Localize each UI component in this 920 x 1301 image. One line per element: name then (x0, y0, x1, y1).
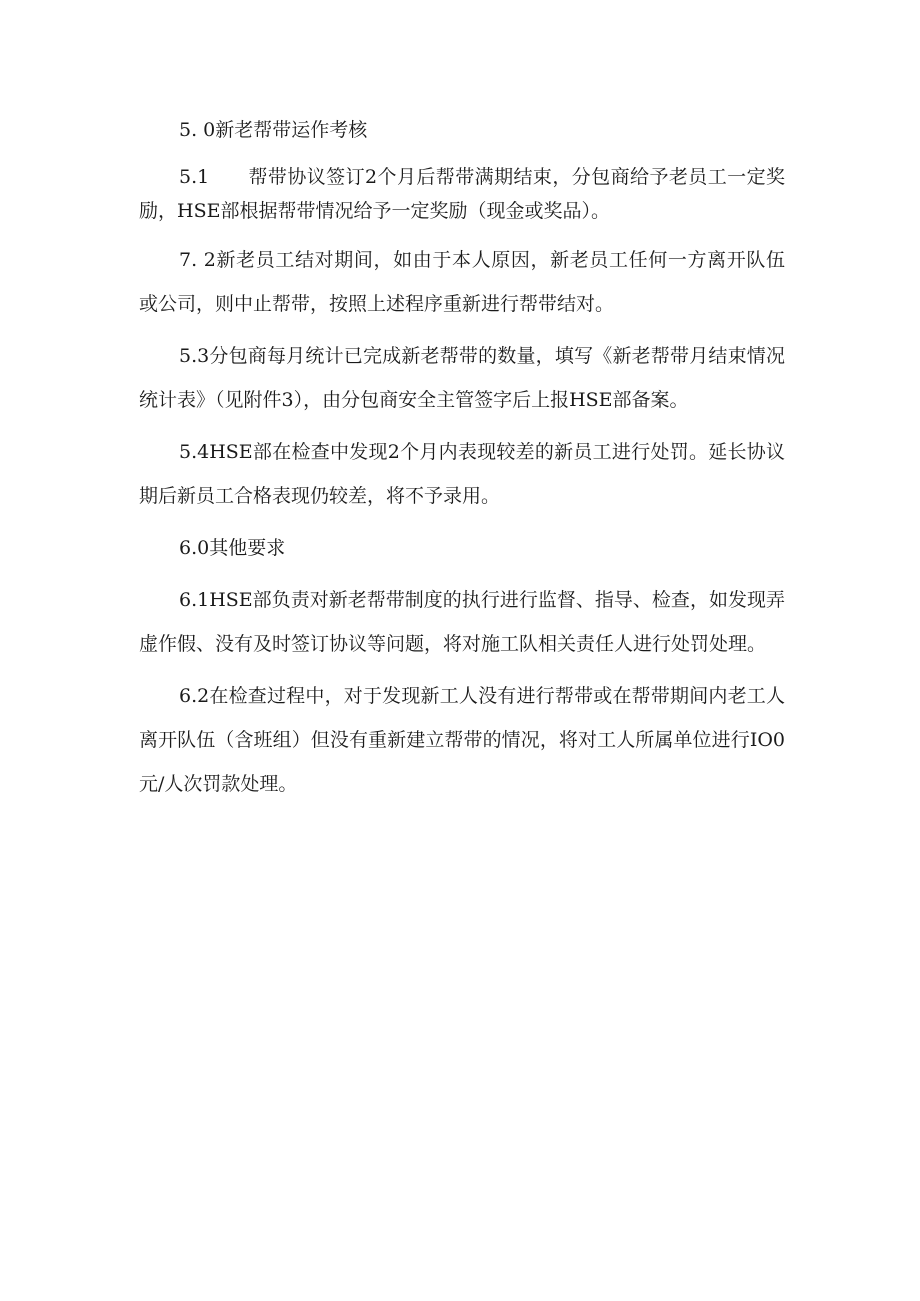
paragraph-7-2: 7. 2新老员工结对期间，如由于本人原因，新老员工任何一方离开队伍或公司，则中止帮带，按照上述程序重新进行帮带结对。 (139, 249, 785, 315)
section-heading-6-0: 6.0其他要求 (179, 537, 286, 559)
paragraph-5-1: 5.1 帮带协议签订2个月后帮带满期结束，分包商给予老员工一定奖励，HSE部根据帮带情况给予一定奖励（现金或奖品）。 (139, 166, 785, 222)
paragraph-6-2: 6.2在检查过程中，对于发现新工人没有进行帮带或在帮带期间内老工人离开队伍（含班组）但没有重新建立帮带的情况，将对工人所属单位进行IO0元/人次罚款处理。 (139, 685, 785, 795)
paragraph-5-3: 5.3分包商每月统计已完成新老帮带的数量，填写《新老帮带月结束情况统计表》（见附件3），由分包商安全主管签字后上报HSE部备案。 (139, 345, 785, 411)
section-heading-5-0: 5. 0新老帮带运作考核 (179, 119, 368, 141)
paragraph-5-4: 5.4HSE部在检查中发现2个月内表现较差的新员工进行处罚。延长协议期后新员工合格表现仍较差，将不予录用。 (139, 441, 785, 507)
document-body (139, 108, 785, 814)
paragraph-6-1: 6.1HSE部负责对新老帮带制度的执行进行监督、指导、检查，如发现弄虚作假、没有及时签订协议等问题，将对施工队相关责任人进行处罚处理。 (139, 589, 785, 655)
